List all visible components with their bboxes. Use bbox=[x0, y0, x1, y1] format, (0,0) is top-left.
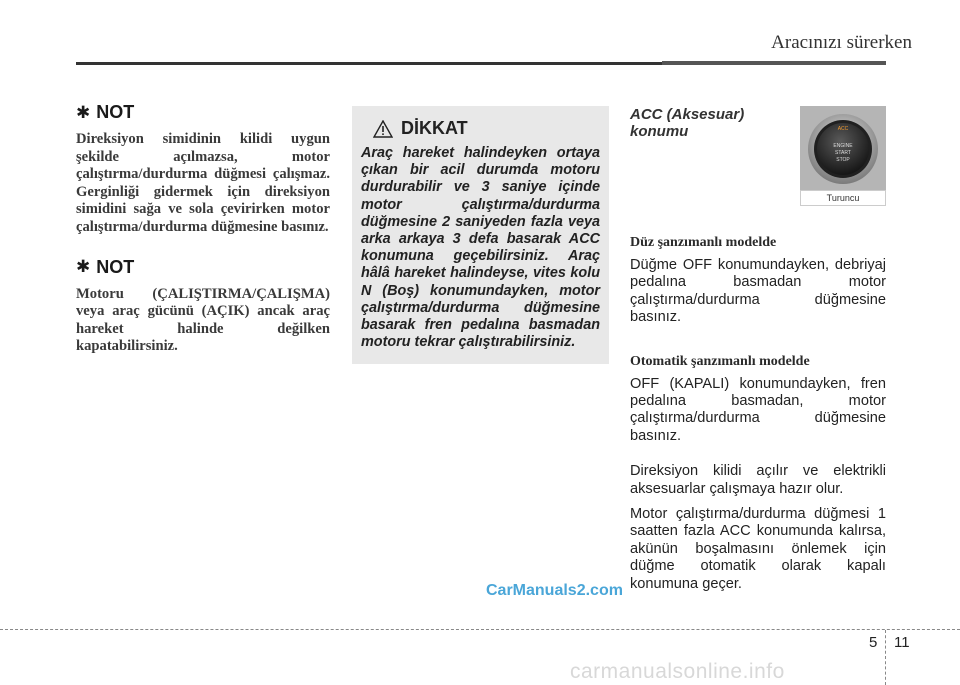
acc-paragraph: Motor çalıştırma/durdurma düğmesi 1 saatten fazla ACC konumunda kalırsa, akünün boşalmasını önlemek için düğme otomatik olarak kapalı konumuna geçer. bbox=[630, 506, 886, 592]
note-body: Motoru (ÇALIŞTIRMA/ÇALIŞMA) veya araç gücünü (AÇIK) ancak araç hareket halinde değilken kapatabilirsiniz. bbox=[76, 285, 330, 355]
spacer bbox=[630, 498, 886, 506]
button-text-line: STOP bbox=[836, 157, 850, 163]
acc-title: ACC (Aksesuar) konumu bbox=[630, 106, 745, 140]
footer-watermark: carmanualsonline.info bbox=[570, 660, 785, 683]
star-icon: ✱ bbox=[76, 102, 91, 122]
manual-body: Düğme OFF konumundayken, debriyaj pedalına basmadan motor çalıştırma/durdurma düğmesine basınız. bbox=[630, 257, 886, 326]
spacer bbox=[630, 445, 886, 463]
acc-column bbox=[630, 106, 886, 593]
manual-heading: Düz şanzımanlı modelde bbox=[630, 235, 777, 250]
acc-paragraph: Direksiyon kilidi açılır ve elektrikli aksesuarlar çalışmaya hazır olur. bbox=[630, 463, 886, 497]
button-text-line: START bbox=[835, 150, 851, 156]
acc-ring-label: ACC bbox=[837, 126, 849, 132]
star-icon: ✱ bbox=[76, 257, 91, 277]
watermark-link[interactable]: CarManuals2.com bbox=[486, 582, 623, 599]
note-heading-label: NOT bbox=[96, 102, 135, 122]
warning-triangle-icon bbox=[373, 120, 393, 138]
photo-caption: Turuncu bbox=[800, 190, 886, 206]
caution-heading-label: DİKKAT bbox=[401, 118, 468, 138]
spacer bbox=[630, 327, 886, 354]
automatic-heading: Otomatik şanzımanlı modelde bbox=[630, 353, 810, 369]
page-number: 11 bbox=[894, 634, 910, 651]
note-heading bbox=[76, 102, 330, 123]
spacer bbox=[630, 140, 886, 235]
footer-divider bbox=[885, 630, 886, 685]
caution-heading bbox=[373, 118, 600, 139]
footer-rule bbox=[0, 629, 960, 630]
notes-column bbox=[76, 102, 330, 356]
button-text-line: ENGINE bbox=[833, 143, 853, 149]
note-heading-label: NOT bbox=[96, 256, 135, 277]
note-heading bbox=[76, 257, 330, 278]
section-number: 5 bbox=[869, 634, 878, 651]
note-body: Direksiyon simidinin kilidi uygun şekilde açılmazsa, motor çalıştırma/durdurma düğmesi çalışmaz. Gerginliği gidermek için direksiyon simidini sağa ve sola çevirirken motor çalıştırma/durdurma düğmesine basınız. bbox=[76, 131, 330, 235]
caution-box bbox=[352, 106, 609, 364]
caution-body: Araç hareket halindeyken ortaya çıkan bir acil durumda motoru durdurabilir ve 3 saniye içinde motor çalıştırma/durdurma düğmesine 2 saniyeden fazla veya arka arkaya 3 defa basarak ACC konumuna geçebilirsiniz. Araç hâlâ hareket halindeyse, vites kolu N (Boş) konumundayken, motor çalıştırma/durdurma düğmesine basarak fren pedalına basmadan motoru tekrar çalıştırabilirsiniz. bbox=[361, 145, 600, 351]
header-rule-accent bbox=[662, 61, 886, 65]
automatic-body: OFF (KAPALI) konumundayken, fren pedalına basmadan, motor çalıştırma/durdurma düğmesine basınız. bbox=[630, 375, 886, 444]
running-header: Aracınızı sürerken bbox=[771, 32, 912, 53]
